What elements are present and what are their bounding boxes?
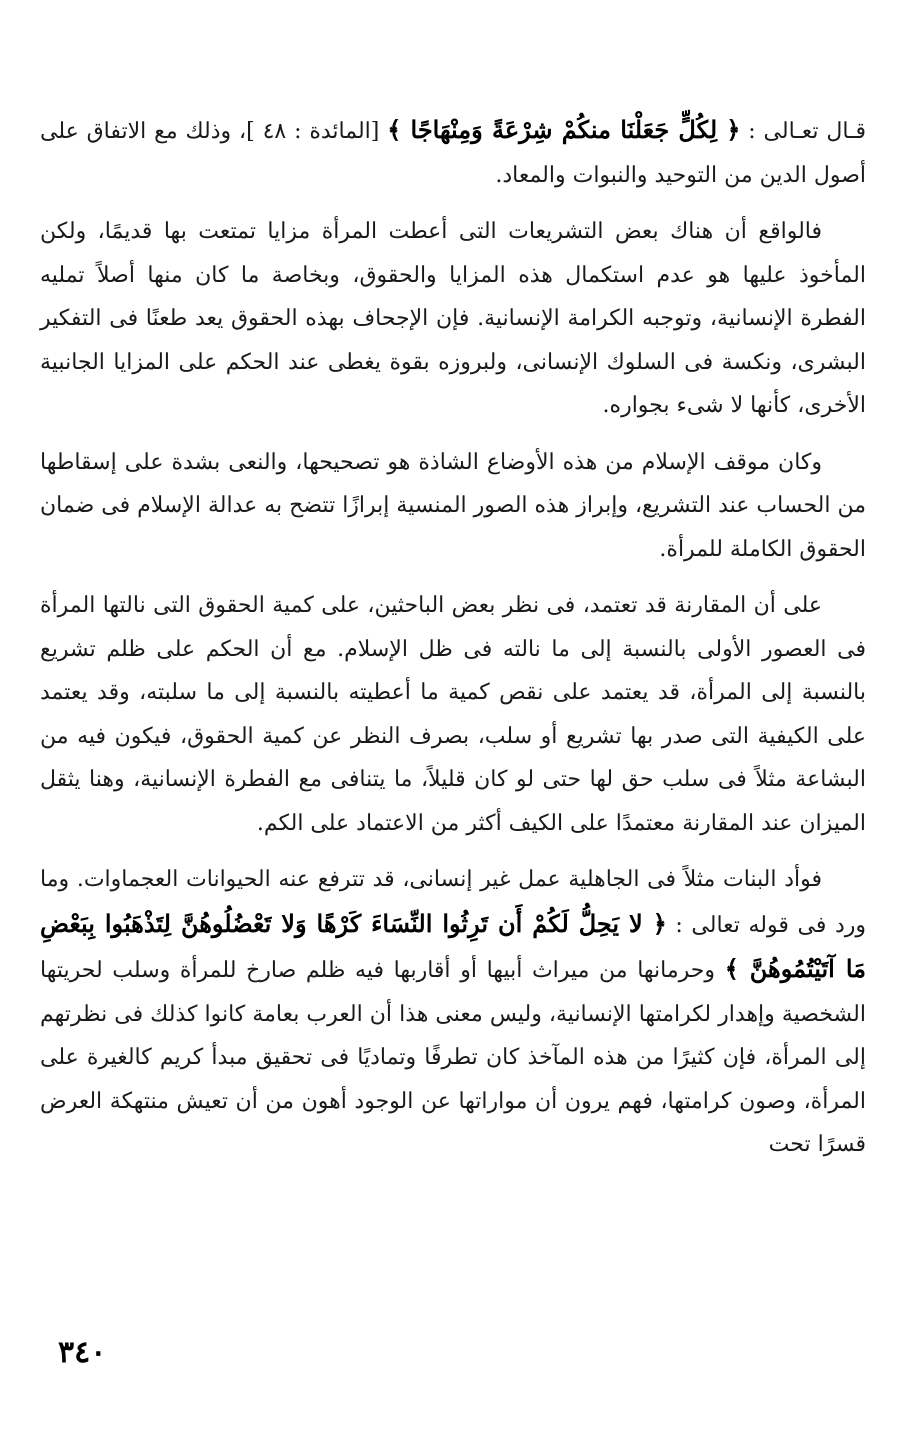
paragraph-5-intro: فوأد البنات مثلاً فى الجاهلية عمل غير إنسانى، قد تترفع عنه الحيوانات العجماوات. وما ورد فى قوله تعالى :: [40, 867, 866, 938]
paragraph-4: على أن المقارنة قد تعتمد، فى نظر بعض الباحثين، على كمية الحقوق التى نالتها المرأة فى العصور الأولى بالنسبة إلى ما نالته فى ظل الإسلام. مع أن الحكم على ظلم تشريع بالنسبة إلى المرأة، قد يعتمد على نقص كمية ما أعطيته بالنسبة إلى ما سلبته، وقد يعتمد على الكيفية التى صدر بها تشريع أو سلب، بصرف النظر عن كمية الحقوق، فيكون فيه من البشاعة مثلاً فى سلب حق لها حتى لو كان قليلاً، ما يتنافى مع الفطرة الإنسانية، وهنا يثقل الميزان عند المقارنة معتمدًا على الكيف أكثر من الاعتماد على الكم.: [40, 593, 866, 836]
quran-verse-al-maidah: ﴿ لِكُلٍّ جَعَلْنَا منكُمْ شِرْعَةً وَمِنْهَاجًا ﴾: [387, 115, 741, 144]
paragraph-5-continuation: وحرمانها من ميراث أبيها أو أقاربها فيه ظلم صارخ للمرأة وسلب لحريتها الشخصية وإهدار لكرامتها الإنسانية، وليس معنى هذا أن العرب بعامة كانوا كذلك فى نظرتهم إلى المرأة، فإن كثيرًا من هذه المآخذ كان تطرفًا وتماديًا فى تحقيق مبدأ كريم كالغيرة على المرأة، وصون كرامتها، فهم يرون أن مواراتها عن الوجود أهون من أن تعيش منتهكة العرض قسرًا تحت: [40, 958, 866, 1157]
paragraph-1-continuation: [المائدة : ٤٨ ]، وذلك مع الاتفاق على أصول الدين من التوحيد والنبوات والمعاد.: [40, 119, 866, 188]
paragraph-3: وكان موقف الإسلام من هذه الأوضاع الشاذة هو تصحيحها، والنعى بشدة على إسقاطها من الحساب عند التشريع، وإبراز هذه الصور المنسية إبرازًا تتضح به عدالة الإسلام فى ضمان الحقوق الكاملة للمرأة.: [40, 449, 866, 562]
quran-verse-an-nisa: ﴿ لا يَحِلُّ لَكُمْ أَن تَرِثُوا النِّسَاءَ كَرْهًا وَلا تَعْضُلُوهُنَّ لِتَذْهَبُوا بِبَعْضِ مَا آتَيْتُمُوهُنَّ ﴾: [40, 908, 866, 983]
page-number: ٣٤٠: [58, 1335, 107, 1370]
paragraph-1: [40, 108, 866, 197]
paragraph-1-intro: قـال تعـالى :: [740, 119, 866, 144]
paragraph-5: [40, 858, 866, 1167]
page-body: [40, 108, 866, 1180]
paragraph-2: فالواقع أن هناك بعض التشريعات التى أعطت المرأة مزايا تمتعت بها قديمًا، ولكن المأخوذ عليها هو عدم استكمال هذه المزايا والحقوق، وبخاصة ما كان منها أصلاً تمليه الفطرة الإنسانية، وتوجبه الكرامة الإنسانية. فإن الإجحاف بهذه الحقوق يعد طعنًا فى التفكير البشرى، ونكسة فى السلوك الإنسانى، ولبروزه بقوة يغطى عند الحكم على المزايا الجانبية الأخرى، كأنها لا شىء بجواره.: [40, 219, 866, 418]
